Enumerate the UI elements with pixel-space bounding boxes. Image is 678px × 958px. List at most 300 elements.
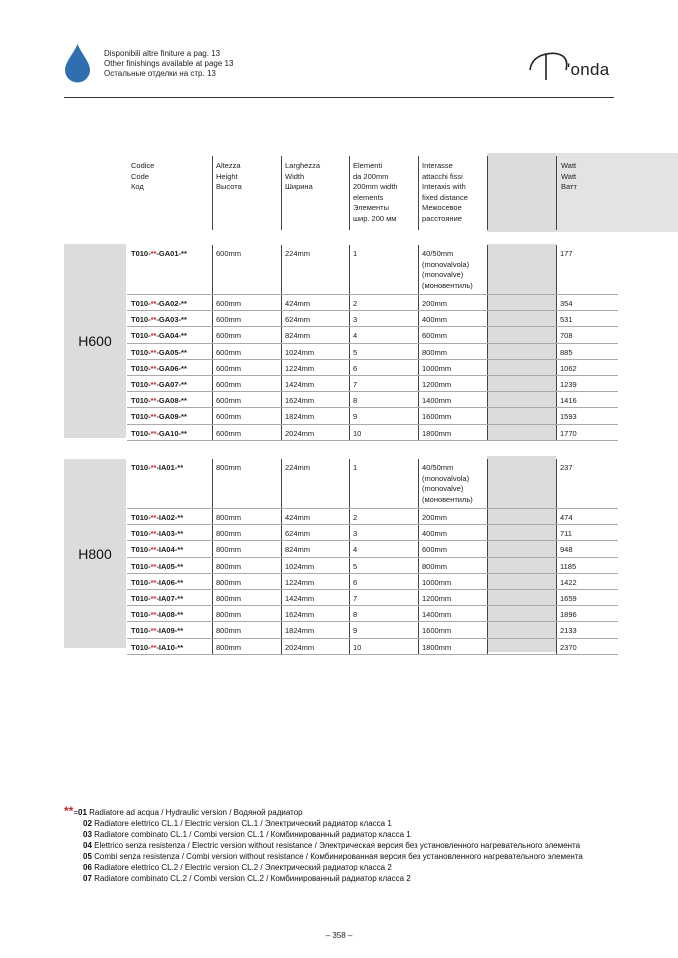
header-divider bbox=[64, 97, 614, 98]
code-code-pre: T010- bbox=[131, 428, 151, 438]
code-code-end: ** bbox=[177, 561, 184, 571]
code-code-var: ** bbox=[150, 331, 157, 341]
row-divider bbox=[212, 360, 213, 376]
cell-width: 1624mm bbox=[285, 396, 315, 406]
col-code-it: Codice bbox=[131, 161, 155, 170]
col-head-elements bbox=[353, 161, 398, 224]
code-code-post: -IA05- bbox=[156, 561, 178, 571]
code-code-end: ** bbox=[177, 529, 184, 539]
cell-code bbox=[131, 545, 183, 556]
cell-watt: 1593 bbox=[560, 412, 577, 422]
row-divider bbox=[556, 574, 557, 590]
row-divider bbox=[349, 295, 350, 311]
code-code-pre: T010- bbox=[131, 299, 151, 308]
row-divider bbox=[487, 327, 488, 343]
row-divider bbox=[281, 245, 282, 295]
code-code-var: ** bbox=[150, 529, 157, 539]
col-elements-l3: 200mm width bbox=[353, 182, 398, 191]
code-code-end: ** bbox=[177, 594, 184, 603]
finishes-note-en: Other finishings available at page 13 bbox=[104, 59, 234, 68]
cell-elements: 7 bbox=[353, 594, 358, 603]
code-code-var: ** bbox=[150, 463, 157, 472]
header-divider-4 bbox=[418, 156, 419, 230]
interaxis-line: 1000mm bbox=[422, 577, 452, 587]
footnote-line-04 bbox=[64, 840, 583, 851]
header-divider-6 bbox=[556, 156, 557, 230]
row-divider bbox=[556, 639, 557, 655]
cell-height: 800mm bbox=[216, 577, 242, 587]
cell-code bbox=[131, 578, 183, 589]
row-divider bbox=[349, 408, 350, 424]
cell-interaxis bbox=[422, 396, 451, 407]
code-code-post: -IA10- bbox=[156, 642, 178, 652]
row-divider bbox=[212, 392, 213, 408]
interaxis-line: 1400mm bbox=[422, 610, 452, 620]
finishes-note-ru: Остальные отделки на стр. 13 bbox=[104, 69, 216, 78]
code-code-pre: T010- bbox=[131, 315, 151, 325]
cell-width: 1224mm bbox=[285, 363, 315, 373]
row-divider bbox=[418, 425, 419, 441]
code-code-post: -IA01- bbox=[156, 463, 178, 472]
row-divider bbox=[212, 344, 213, 360]
cell-elements: 5 bbox=[353, 347, 358, 357]
group-label-h800: H800 bbox=[64, 459, 126, 648]
col-width-ru: Ширина bbox=[285, 182, 313, 191]
row-divider bbox=[418, 408, 419, 424]
cell-width: 424mm bbox=[285, 299, 311, 308]
row-divider bbox=[418, 327, 419, 343]
row-divider bbox=[281, 295, 282, 311]
row-divider bbox=[487, 425, 488, 441]
header-divider-3 bbox=[349, 156, 350, 230]
cell-code bbox=[131, 626, 183, 637]
cell-elements: 3 bbox=[353, 315, 358, 325]
cell-watt: 1062 bbox=[560, 363, 577, 373]
footnote-text: Combi senza resistenza / Combi version without resistance / Комбинированная версия без установленного нагревательного элемента bbox=[94, 852, 583, 861]
cell-elements: 8 bbox=[353, 396, 358, 406]
cell-width: 1624mm bbox=[285, 610, 315, 620]
cell-width: 824mm bbox=[285, 331, 311, 341]
cell-height: 800mm bbox=[216, 610, 242, 620]
col-interaxis-l3: Interaxis with bbox=[422, 182, 466, 191]
row-divider bbox=[556, 327, 557, 343]
cell-interaxis bbox=[422, 364, 451, 375]
cell-width: 824mm bbox=[285, 545, 311, 555]
row-divider bbox=[281, 360, 282, 376]
cell-watt: 708 bbox=[560, 331, 573, 341]
table-row bbox=[127, 574, 618, 590]
cell-height: 800mm bbox=[216, 513, 242, 522]
row-divider bbox=[349, 558, 350, 574]
interaxis-line: 40/50mm bbox=[422, 463, 454, 472]
footnote-marker: ** bbox=[64, 804, 74, 818]
interaxis-line: 40/50mm bbox=[422, 249, 454, 258]
row-divider bbox=[487, 408, 488, 424]
cell-code bbox=[131, 463, 183, 474]
row-divider bbox=[212, 245, 213, 295]
row-divider bbox=[418, 606, 419, 622]
code-code-end: ** bbox=[177, 463, 184, 472]
table-row bbox=[127, 311, 618, 327]
cell-height: 600mm bbox=[216, 412, 242, 422]
row-divider bbox=[556, 541, 557, 557]
row-divider bbox=[556, 622, 557, 638]
cell-height: 600mm bbox=[216, 315, 242, 325]
interaxis-line: 1000mm bbox=[422, 363, 452, 373]
code-code-post: -IA09- bbox=[156, 626, 178, 636]
footnote-num: 02 bbox=[83, 819, 92, 828]
code-code-end: ** bbox=[177, 577, 184, 587]
col-code-ru: Код bbox=[131, 182, 144, 191]
interaxis-line: 600mm bbox=[422, 331, 448, 341]
cell-code bbox=[131, 331, 187, 342]
cell-height: 600mm bbox=[216, 347, 242, 357]
row-divider bbox=[281, 558, 282, 574]
cell-watt: 948 bbox=[560, 545, 573, 555]
finishes-note-it: Disponibili altre finiture a pag. 13 bbox=[104, 49, 221, 58]
cell-code bbox=[131, 249, 187, 260]
cell-code bbox=[131, 348, 187, 359]
row-rule bbox=[127, 440, 618, 441]
row-divider bbox=[281, 525, 282, 541]
header-divider-5 bbox=[487, 156, 488, 230]
row-divider bbox=[281, 408, 282, 424]
cell-code bbox=[131, 562, 183, 573]
col-elements-l1: Elementi bbox=[353, 161, 383, 170]
code-code-end: ** bbox=[181, 347, 187, 357]
code-code-pre: T010- bbox=[131, 529, 151, 539]
code-code-end: ** bbox=[181, 249, 187, 258]
cell-interaxis bbox=[422, 331, 447, 342]
cell-width: 224mm bbox=[285, 463, 311, 472]
cell-interaxis bbox=[422, 643, 451, 654]
row-divider bbox=[418, 525, 419, 541]
row-divider bbox=[556, 525, 557, 541]
cell-interaxis bbox=[422, 610, 451, 621]
row-divider bbox=[556, 606, 557, 622]
cell-width: 1224mm bbox=[285, 577, 315, 587]
cell-watt: 885 bbox=[560, 347, 573, 357]
code-code-end: ** bbox=[181, 412, 187, 422]
cell-interaxis bbox=[422, 463, 473, 505]
row-divider bbox=[349, 392, 350, 408]
row-divider bbox=[556, 558, 557, 574]
row-divider bbox=[418, 295, 419, 311]
code-code-post: -IA04- bbox=[156, 545, 178, 555]
table-row bbox=[127, 459, 618, 509]
table-row bbox=[127, 392, 618, 408]
cell-width: 2024mm bbox=[285, 642, 315, 652]
code-code-pre: T010- bbox=[131, 642, 151, 652]
col-height-ru: Высота bbox=[216, 182, 242, 191]
col-width-en: Width bbox=[285, 171, 305, 181]
code-code-pre: T010- bbox=[131, 463, 151, 472]
row-divider bbox=[418, 509, 419, 525]
water-drop-icon bbox=[64, 43, 91, 83]
cell-width: 1824mm bbox=[285, 626, 315, 636]
code-code-pre: T010- bbox=[131, 347, 151, 357]
col-head-height bbox=[216, 161, 242, 193]
code-code-post: -GA09- bbox=[156, 412, 182, 422]
col-interaxis-l2: attacchi fissi bbox=[422, 171, 463, 181]
interaxis-line: 800mm bbox=[422, 561, 448, 571]
row-divider bbox=[556, 311, 557, 327]
cell-height: 800mm bbox=[216, 626, 242, 636]
row-divider bbox=[556, 344, 557, 360]
col-head-interaxis bbox=[422, 161, 468, 224]
row-divider bbox=[556, 376, 557, 392]
row-divider bbox=[418, 590, 419, 606]
row-divider bbox=[418, 311, 419, 327]
footnote-equals: = bbox=[73, 808, 79, 817]
cell-code bbox=[131, 396, 187, 407]
row-divider bbox=[349, 509, 350, 525]
footnote-text: Radiatore ad acqua / Hydraulic version / Водяной радиатор bbox=[89, 808, 303, 817]
footnote-line-02 bbox=[64, 818, 583, 829]
code-code-end: ** bbox=[177, 610, 184, 620]
interaxis-line: 1200mm bbox=[422, 594, 452, 603]
row-divider bbox=[281, 376, 282, 392]
row-divider bbox=[212, 590, 213, 606]
cell-watt: 177 bbox=[560, 249, 573, 258]
code-code-var: ** bbox=[150, 594, 157, 603]
cell-interaxis bbox=[422, 562, 447, 573]
code-code-post: -GA07- bbox=[156, 380, 182, 389]
code-code-post: -GA03- bbox=[156, 315, 182, 325]
interaxis-line: 1600mm bbox=[422, 412, 452, 422]
code-code-pre: T010- bbox=[131, 513, 151, 522]
row-divider bbox=[487, 606, 488, 622]
code-code-var: ** bbox=[150, 380, 157, 389]
code-code-end: ** bbox=[181, 380, 187, 389]
interaxis-line: 1800mm bbox=[422, 428, 452, 438]
row-divider bbox=[418, 344, 419, 360]
cell-width: 624mm bbox=[285, 315, 311, 325]
code-code-post: -IA08- bbox=[156, 610, 178, 620]
code-code-pre: T010- bbox=[131, 610, 151, 620]
cell-elements: 4 bbox=[353, 331, 358, 341]
row-divider bbox=[349, 622, 350, 638]
col-head-code bbox=[131, 161, 154, 193]
cell-watt: 1659 bbox=[560, 594, 577, 603]
row-divider bbox=[281, 541, 282, 557]
row-divider bbox=[487, 639, 488, 655]
page-number: – 358 – bbox=[325, 931, 353, 940]
interaxis-line: 400mm bbox=[422, 315, 448, 325]
col-elements-l6: шир. 200 мм bbox=[353, 213, 397, 223]
cell-interaxis bbox=[422, 594, 451, 605]
table-row bbox=[127, 295, 618, 311]
row-divider bbox=[281, 425, 282, 441]
cell-elements: 1 bbox=[353, 249, 358, 258]
cell-width: 624mm bbox=[285, 529, 311, 539]
code-code-post: -IA02- bbox=[156, 513, 178, 522]
interaxis-line: 400mm bbox=[422, 529, 448, 539]
group-label-h600: H600 bbox=[64, 244, 126, 438]
cell-width: 1024mm bbox=[285, 347, 315, 357]
cell-watt: 1416 bbox=[560, 396, 577, 406]
row-divider bbox=[349, 639, 350, 655]
code-code-var: ** bbox=[150, 315, 157, 325]
row-divider bbox=[556, 295, 557, 311]
cell-interaxis bbox=[422, 299, 447, 310]
cell-watt: 237 bbox=[560, 463, 573, 472]
row-divider bbox=[281, 509, 282, 525]
row-divider bbox=[487, 574, 488, 590]
footnote-text: Radiatore combinato CL.1 / Combi version CL.1 / Комбинированный радиатор класса 1 bbox=[94, 830, 411, 839]
cell-interaxis bbox=[422, 626, 451, 637]
interaxis-line: 600mm bbox=[422, 545, 448, 555]
footnote-num: 06 bbox=[83, 863, 92, 872]
row-divider bbox=[349, 459, 350, 509]
cell-elements: 9 bbox=[353, 626, 358, 636]
cell-height: 800mm bbox=[216, 545, 242, 555]
col-height-en: Height bbox=[216, 171, 238, 181]
cell-width: 1424mm bbox=[285, 594, 315, 603]
row-divider bbox=[349, 245, 350, 295]
col-watt-ru: Ватт bbox=[561, 182, 577, 191]
code-code-end: ** bbox=[177, 626, 184, 636]
row-divider bbox=[349, 541, 350, 557]
footnote-num: 03 bbox=[83, 830, 92, 839]
table-row bbox=[127, 327, 618, 343]
row-divider bbox=[281, 639, 282, 655]
col-code-en: Code bbox=[131, 171, 149, 181]
row-divider bbox=[418, 558, 419, 574]
cell-interaxis bbox=[422, 529, 447, 540]
code-code-end: ** bbox=[181, 396, 187, 406]
code-code-post: -IA07- bbox=[156, 594, 178, 603]
code-code-post: -GA06- bbox=[156, 363, 182, 373]
row-divider bbox=[212, 639, 213, 655]
row-divider bbox=[349, 425, 350, 441]
cell-watt: 2133 bbox=[560, 626, 577, 636]
interaxis-line: 200mm bbox=[422, 513, 448, 522]
row-divider bbox=[349, 606, 350, 622]
brand-name: 'onda bbox=[567, 60, 610, 79]
row-divider bbox=[349, 525, 350, 541]
cell-code bbox=[131, 594, 183, 605]
interaxis-line: (monovalvola) bbox=[422, 473, 470, 483]
code-code-pre: T010- bbox=[131, 545, 151, 555]
cell-height: 600mm bbox=[216, 299, 242, 308]
row-divider bbox=[418, 639, 419, 655]
row-divider bbox=[418, 376, 419, 392]
row-divider bbox=[212, 425, 213, 441]
cell-interaxis bbox=[422, 545, 447, 556]
cell-code bbox=[131, 643, 183, 654]
row-divider bbox=[281, 344, 282, 360]
code-code-var: ** bbox=[150, 412, 157, 422]
cell-watt: 1422 bbox=[560, 577, 577, 587]
code-code-post: -GA04- bbox=[156, 331, 182, 341]
code-code-pre: T010- bbox=[131, 626, 151, 636]
cell-watt: 2370 bbox=[560, 642, 577, 652]
cell-code bbox=[131, 610, 183, 621]
code-code-end: ** bbox=[181, 315, 187, 325]
table-row bbox=[127, 590, 618, 606]
row-divider bbox=[349, 590, 350, 606]
code-code-post: -IA06- bbox=[156, 577, 178, 587]
row-divider bbox=[487, 558, 488, 574]
row-divider bbox=[212, 558, 213, 574]
row-divider bbox=[556, 245, 557, 295]
col-width-it: Larghezza bbox=[285, 161, 321, 170]
code-code-var: ** bbox=[150, 347, 157, 357]
cell-code bbox=[131, 315, 187, 326]
footnote-text: Elettrico senza resistenza / Electric version without resistance / Электрическая версия без установленного нагревательного элемента bbox=[94, 841, 581, 850]
row-divider bbox=[212, 459, 213, 509]
col-elements-l2: da 200mm bbox=[353, 171, 389, 181]
row-rule bbox=[127, 654, 618, 655]
code-code-var: ** bbox=[150, 513, 157, 522]
table-row bbox=[127, 376, 618, 392]
footnote bbox=[64, 806, 583, 884]
code-code-end: ** bbox=[181, 331, 187, 341]
cell-interaxis bbox=[422, 315, 447, 326]
code-code-var: ** bbox=[150, 396, 157, 406]
row-divider bbox=[418, 360, 419, 376]
code-code-post: -GA10- bbox=[156, 428, 182, 438]
cell-watt: 474 bbox=[560, 513, 573, 522]
cell-height: 600mm bbox=[216, 331, 242, 341]
code-code-var: ** bbox=[150, 561, 157, 571]
interaxis-line: 200mm bbox=[422, 299, 448, 308]
row-divider bbox=[281, 392, 282, 408]
cell-height: 600mm bbox=[216, 396, 242, 406]
row-divider bbox=[418, 574, 419, 590]
code-code-post: -GA02- bbox=[156, 299, 182, 308]
cell-watt: 1239 bbox=[560, 380, 577, 389]
col-height-it: Altezza bbox=[216, 161, 241, 170]
row-divider bbox=[487, 376, 488, 392]
code-code-var: ** bbox=[150, 299, 157, 308]
row-divider bbox=[418, 541, 419, 557]
row-divider bbox=[212, 376, 213, 392]
footnote-text: Radiatore elettrico CL.1 / Electric version CL.1 / Электрический радиатор класса 1 bbox=[94, 819, 392, 828]
row-divider bbox=[349, 327, 350, 343]
row-divider bbox=[487, 622, 488, 638]
row-divider bbox=[487, 344, 488, 360]
interaxis-line: (моновентиль) bbox=[422, 280, 473, 290]
col-interaxis-l5: Межосевое bbox=[422, 203, 462, 212]
cell-elements: 10 bbox=[353, 642, 362, 652]
footnote-num: 04 bbox=[83, 841, 92, 850]
footnote-line-01 bbox=[64, 806, 583, 818]
cell-code bbox=[131, 380, 187, 391]
cell-height: 600mm bbox=[216, 380, 242, 389]
table-row bbox=[127, 408, 618, 424]
cell-elements: 6 bbox=[353, 363, 358, 373]
cell-code bbox=[131, 529, 183, 540]
cell-elements: 1 bbox=[353, 463, 358, 472]
cell-watt: 1896 bbox=[560, 610, 577, 620]
row-divider bbox=[281, 327, 282, 343]
code-code-var: ** bbox=[150, 642, 157, 652]
row-divider bbox=[418, 459, 419, 509]
code-code-var: ** bbox=[150, 610, 157, 620]
cell-watt: 1770 bbox=[560, 428, 577, 438]
row-divider bbox=[487, 311, 488, 327]
cell-code bbox=[131, 513, 183, 524]
row-divider bbox=[212, 622, 213, 638]
row-divider bbox=[349, 311, 350, 327]
cell-width: 2024mm bbox=[285, 428, 315, 438]
interaxis-line: 1200mm bbox=[422, 380, 452, 389]
code-code-pre: T010- bbox=[131, 561, 151, 571]
cell-width: 1024mm bbox=[285, 561, 315, 571]
footnote-num: 01 bbox=[78, 808, 87, 817]
